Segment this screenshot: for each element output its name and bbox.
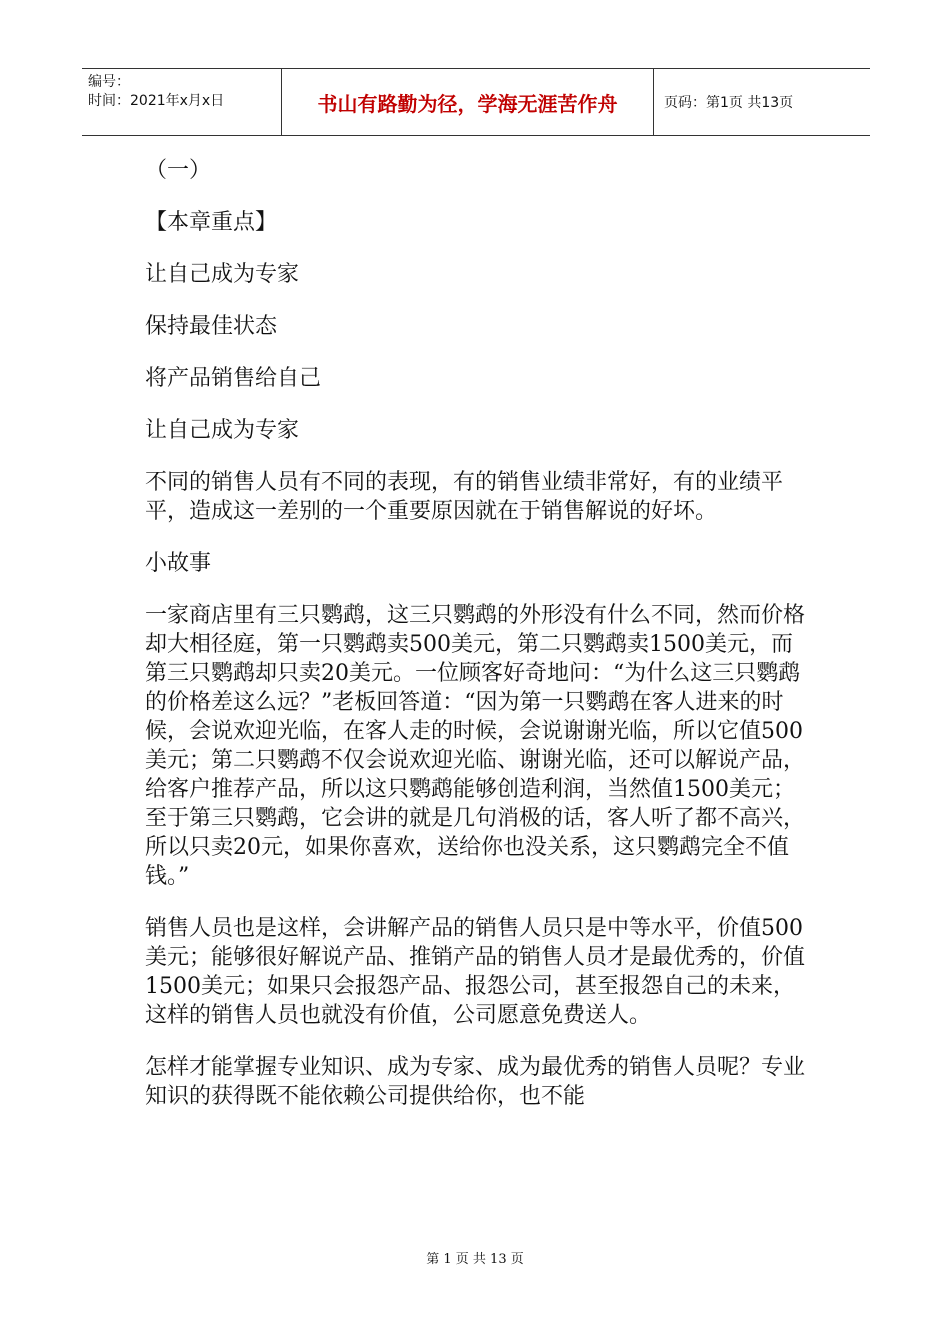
chapter-key-points-heading: 【本章重点】 bbox=[145, 210, 278, 235]
page-header bbox=[82, 68, 870, 136]
header-meta bbox=[82, 69, 282, 135]
section-number: （一） bbox=[145, 158, 212, 183]
header-page-info: 页码：第1页 共13页 bbox=[664, 95, 794, 111]
key-point: 将产品销售给自己 bbox=[145, 366, 322, 391]
body-paragraph: 销售人员也是这样，会讲解产品的销售人员只是中等水平，价值500美元；能够很好解说产品、推销产品的销售人员才是最优秀的，价值1500美元；如果只会报怨产品、报怨公司，甚至报怨自己的未来，这样的销售人员也就没有价值，公司愿意免费送人。 bbox=[145, 916, 806, 1028]
key-point: 让自己成为专家 bbox=[145, 262, 300, 287]
document-number: 编号： bbox=[88, 74, 130, 90]
body-paragraph: 一家商店里有三只鹦鹉，这三只鹦鹉的外形没有什么不同，然而价格却大相径庭，第一只鹦鹉卖500美元，第二只鹦鹉卖1500美元，而第三只鹦鹉却只卖20美元。一位顾客好奇地问：“为什么这三只鹦鹉的价格差这么远？”老板回答道：“因为第一只鹦鹉在客人进来的时候，会说欢迎光临，在客人走的时候，会说谢谢光临，所以它值500美元；第二只鹦鹉不仅会说欢迎光临、谢谢光临，还可以解说产品，给客户推荐产品，所以这只鹦鹉能够创造利润，当然值1500美元；至于第三只鹦鹉，它会讲的就是几句消极的话，客人听了都不高兴，所以只卖20元，如果你喜欢，送给你也没关系，这只鹦鹉完全不值钱。” bbox=[145, 603, 806, 889]
header-motto-cell bbox=[282, 69, 654, 135]
document-date: 时间：2021年x月x日 bbox=[88, 93, 225, 109]
key-point: 保持最佳状态 bbox=[145, 314, 278, 339]
page-footer: 第 1 页 共 13 页 bbox=[426, 1252, 524, 1267]
story-heading: 小故事 bbox=[145, 551, 212, 576]
document-body bbox=[145, 156, 810, 1134]
body-paragraph: 不同的销售人员有不同的表现，有的销售业绩非常好，有的业绩平平，造成这一差别的一个重要原因就在于销售解说的好坏。 bbox=[145, 470, 784, 524]
header-motto: 书山有路勤为径，学海无涯苦作舟 bbox=[317, 91, 618, 116]
section-heading: 让自己成为专家 bbox=[145, 418, 300, 443]
body-paragraph: 怎样才能掌握专业知识、成为专家、成为最优秀的销售人员呢？专业知识的获得既不能依赖公司提供给你，也不能 bbox=[145, 1055, 806, 1109]
